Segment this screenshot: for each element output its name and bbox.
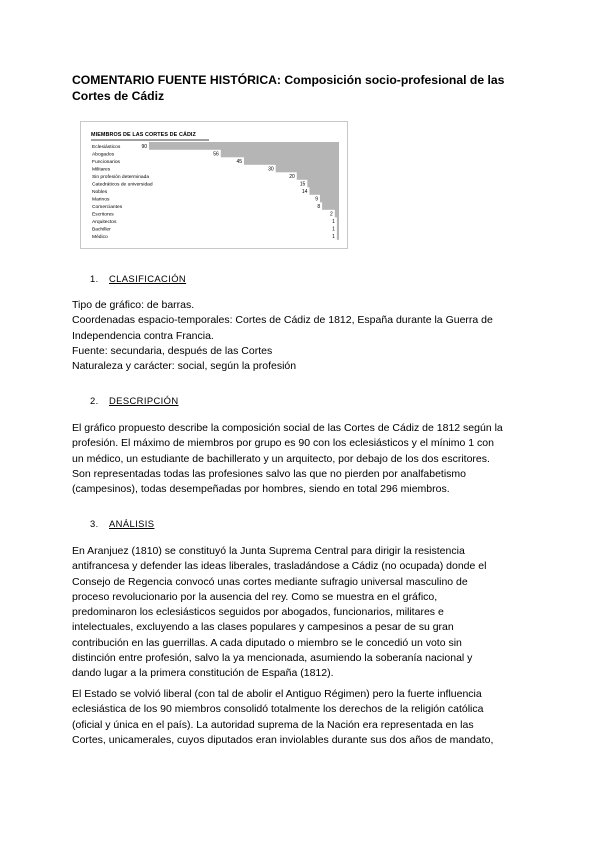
chart-bar bbox=[337, 225, 339, 233]
chart-category-label: Comerciantes bbox=[92, 204, 123, 210]
chart-bar bbox=[297, 172, 339, 180]
chart-category-label: Eclesiásticos bbox=[92, 144, 121, 150]
chart-category-label: Sin profesión determinada bbox=[92, 174, 150, 180]
chart-category-label: Abogados bbox=[92, 152, 115, 158]
section-label: ANÁLISIS bbox=[109, 518, 155, 529]
chart-bar bbox=[307, 180, 339, 188]
chart-category-label: Militares bbox=[92, 167, 111, 173]
chart-value-label: 90 bbox=[141, 143, 147, 150]
text-line: distinción entre profesión, salvo la ya mencionada, asumiendo la soberanía nacional y bbox=[72, 652, 473, 665]
chart-bar bbox=[335, 210, 339, 218]
chart-value-label: 1 bbox=[332, 218, 335, 225]
chart-value-label: 8 bbox=[317, 203, 321, 210]
chart-bar bbox=[322, 202, 339, 210]
chart-category-label: Bachiller bbox=[92, 227, 111, 233]
text-line: antifrancesa y defender las ideas liberales, trasladándose a Cádiz (no ocupada) donde el bbox=[72, 560, 487, 573]
text-line: Son representadas todas las profesiones salvo las que no pierden por analfabetismo bbox=[72, 467, 467, 480]
text-line: dando lugar a la primera constitución de España (1812). bbox=[72, 667, 334, 680]
document-title bbox=[72, 72, 532, 104]
text-line: predominaron los eclesiásticos seguidos por abogados, funcionarios, militares e bbox=[72, 606, 444, 619]
chart-category-label: Escritores bbox=[92, 212, 114, 218]
chart-bar bbox=[337, 217, 339, 225]
chart-category-label: Catedráticos de universidad bbox=[92, 182, 153, 188]
section-number: 2. bbox=[90, 395, 99, 406]
chart-value-label: 20 bbox=[289, 173, 295, 180]
chart-category-label: Marinos bbox=[92, 197, 110, 203]
chart-category-label: Funcionarios bbox=[92, 159, 120, 165]
title-line: COMENTARIO FUENTE HISTÓRICA: Composición socio-profesional de las bbox=[72, 73, 505, 87]
text-line: (oficial y única en el país). La autoridad suprema de la Nación era representada en las bbox=[72, 718, 474, 731]
chart-bar bbox=[337, 232, 339, 240]
text-line: En Aranjuez (1810) se constituyó la Junta Suprema Central para dirigir la resistencia bbox=[72, 545, 465, 557]
section-number: 1. bbox=[90, 273, 99, 284]
chart-category-label: Arquitectos bbox=[92, 219, 117, 225]
chart-svg bbox=[81, 122, 347, 248]
chart-bar bbox=[276, 165, 339, 173]
section-heading-analisis bbox=[90, 518, 154, 529]
text-line: profesión. El máximo de miembros por grupo es 90 con los eclesiásticos y el mínimo 1 con bbox=[72, 437, 494, 450]
text-line: Independencia contra Francia. bbox=[72, 329, 214, 342]
text-line: Tipo de gráfico: de barras. bbox=[72, 299, 195, 311]
chart-value-label: 15 bbox=[299, 181, 306, 188]
text-line: contribución en las guerrillas. A cada diputado o miembro se le concedió un voto sin bbox=[72, 636, 462, 649]
text-line: Cortes, unicamerales, cuyos diputados eran inviolables durante sus dos años de mandato, bbox=[72, 733, 494, 746]
chart-value-label: 1 bbox=[332, 226, 335, 233]
chart-bar bbox=[320, 195, 339, 203]
text-line: (campesinos), todas desempeñadas por hombres, siendo en total 296 miembros. bbox=[72, 483, 450, 496]
title-line: Cortes de Cádiz bbox=[72, 89, 165, 103]
text-line: El Estado se volvió liberal (con tal de abolir el Antiguo Régimen) pero la fuerte influencia bbox=[72, 688, 482, 700]
chart-bar bbox=[309, 187, 339, 195]
text-line: El gráfico propuesto describe la composición social de las Cortes de Cádiz de 1812 según la bbox=[72, 422, 503, 434]
chart-bar bbox=[149, 142, 339, 150]
text-line: Naturaleza y carácter: social, según la profesión bbox=[72, 360, 297, 373]
text-line: proceso revolucionario por la ausencia del rey. Como se muestra en el gráfico, bbox=[72, 590, 438, 603]
section-label: DESCRIPCIÓN bbox=[109, 395, 179, 406]
text-line: eclesiástica de los 90 miembros consolidó totalmente los derechos de la religión católica bbox=[72, 703, 484, 716]
chart-value-label: 9 bbox=[315, 196, 318, 203]
section-heading-descripcion bbox=[90, 395, 179, 406]
chart-category-label: Nobles bbox=[92, 189, 108, 195]
composition-chart bbox=[80, 121, 348, 249]
chart-bar bbox=[221, 150, 339, 158]
chart-value-label: 14 bbox=[301, 188, 308, 195]
text-line: un médico, un estudiante de bachillerato y un arquitecto, por debajo de los dos escritores. bbox=[72, 452, 490, 465]
section-number: 3. bbox=[90, 518, 99, 529]
analisis-paragraph-1 bbox=[72, 544, 532, 682]
chart-title: MIEMBROS DE LAS CORTES DE CÁDIZ bbox=[91, 132, 196, 138]
clasificacion-paragraph bbox=[72, 298, 532, 374]
chart-value-label: 30 bbox=[268, 166, 274, 173]
chart-bar bbox=[244, 157, 339, 165]
chart-value-label: 2 bbox=[329, 211, 333, 218]
text-line: Coordenadas espacio-temporales: Cortes de Cádiz de 1812, España durante la Guerra de bbox=[72, 314, 493, 327]
analisis-paragraph-2 bbox=[72, 687, 532, 748]
text-line: Fuente: secundaria, después de las Cortes bbox=[72, 344, 273, 357]
section-label: CLASIFICACIÓN bbox=[109, 273, 187, 284]
section-heading-clasificacion bbox=[90, 273, 186, 284]
descripcion-paragraph bbox=[72, 421, 532, 497]
text-line: intelectuales, excluyendo a las clases populares y campesinos a pesar de su gran bbox=[72, 621, 454, 634]
chart-value-label: 56 bbox=[213, 151, 219, 158]
text-line: Consejo de Regencia convocó unas cortes mediante sufragio universal masculino de bbox=[72, 575, 468, 588]
chart-category-label: Médico bbox=[92, 234, 108, 240]
chart-value-label: 45 bbox=[236, 158, 242, 165]
chart-value-label: 1 bbox=[332, 233, 335, 240]
